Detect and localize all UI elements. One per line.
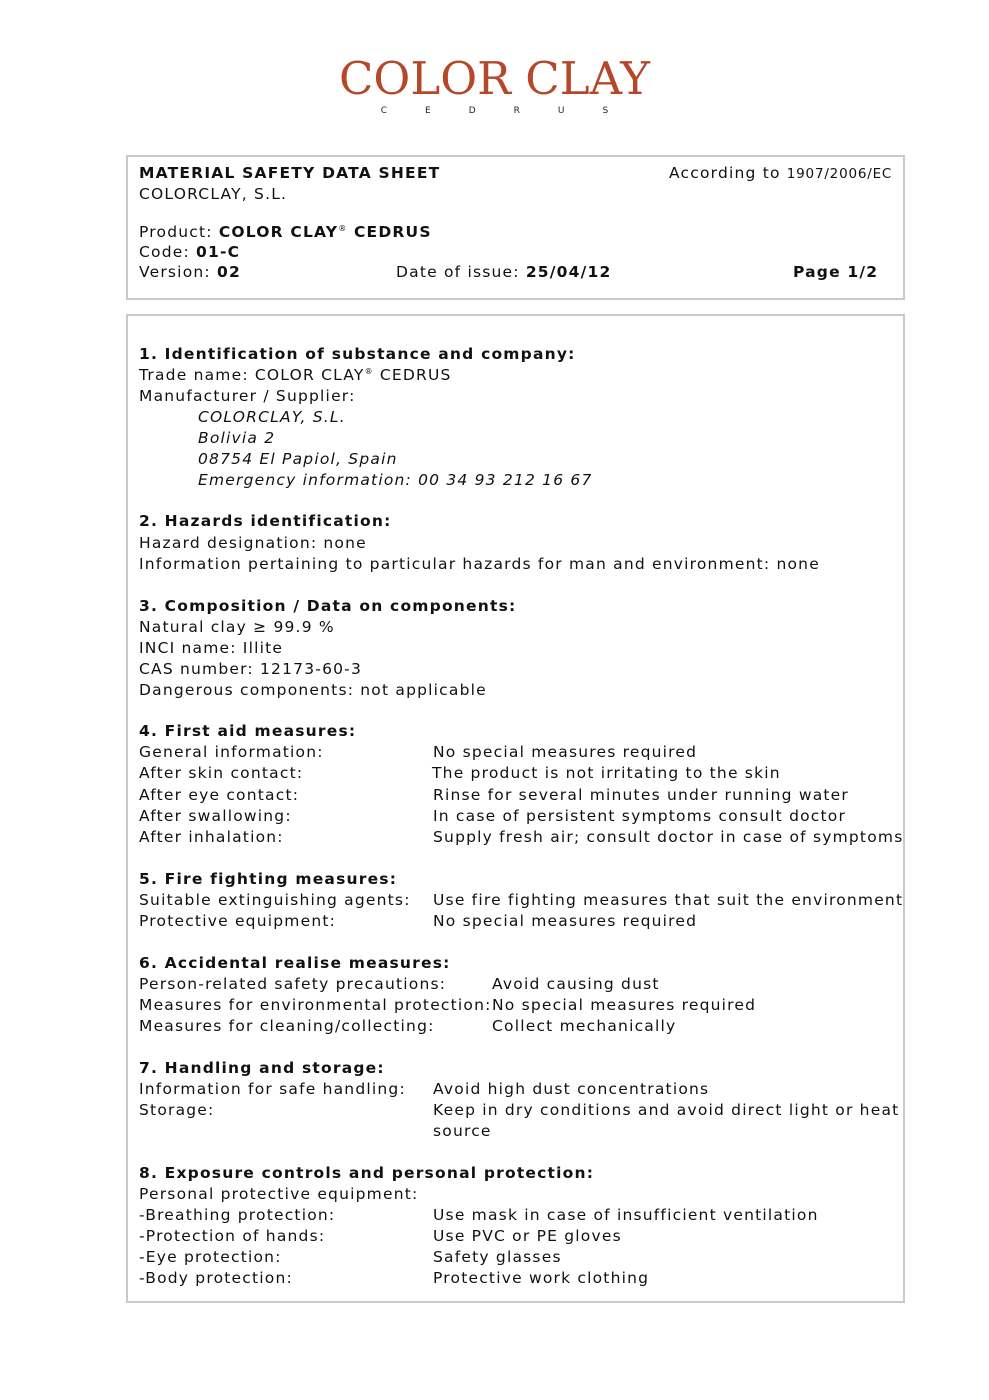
row-value: Avoid causing dust — [492, 975, 660, 993]
date-value: 25/04/12 — [525, 263, 612, 281]
section-2-line: Information pertaining to particular hazards for man and environment: none — [139, 555, 820, 573]
version-line — [139, 262, 241, 282]
version-value: 02 — [216, 263, 241, 281]
according-label: According to — [669, 164, 787, 182]
registered-mark: ® — [364, 366, 374, 376]
section-3-line: Natural clay ≥ 99.9 % — [139, 618, 335, 636]
regulation-reference — [669, 163, 892, 184]
row-value: Safety glasses — [433, 1248, 562, 1266]
logo-wordmark: COLOR CLAY — [339, 52, 650, 105]
product-value: COLOR CLAY — [218, 223, 339, 241]
row-label: After swallowing: — [139, 807, 292, 825]
row-label: Storage: — [139, 1101, 215, 1119]
address-line: Bolivia 2 — [198, 429, 276, 447]
row-value: Protective work clothing — [433, 1269, 650, 1287]
row-label: After skin contact: — [139, 764, 304, 782]
row-label: After eye contact: — [139, 786, 300, 804]
row-label: -Body protection: — [139, 1269, 293, 1287]
section-3-line: Dangerous components: not applicable — [139, 681, 487, 699]
row-value: Use fire fighting measures that suit the environment — [433, 891, 904, 909]
section-1-heading: 1. Identification of substance and company: — [139, 345, 576, 363]
section-2-heading: 2. Hazards identification: — [139, 512, 392, 530]
section-4-heading: 4. First aid measures: — [139, 722, 357, 740]
address-line: 08754 El Papiol, Spain — [198, 450, 398, 468]
registered-mark: ® — [338, 223, 348, 233]
row-value: Use mask in case of insufficient ventilation — [433, 1206, 819, 1224]
row-value: Collect mechanically — [492, 1017, 677, 1035]
row-value-continued: source — [433, 1122, 492, 1140]
section-7-heading: 7. Handling and storage: — [139, 1059, 385, 1077]
code-line — [139, 242, 240, 262]
date-line — [396, 262, 611, 282]
row-value: No special measures required — [433, 743, 698, 761]
row-label: Measures for cleaning/collecting: — [139, 1017, 435, 1035]
section-2-line: Hazard designation: none — [139, 534, 367, 552]
address-line: COLORCLAY, S.L. — [198, 408, 346, 426]
row-value: Rinse for several minutes under running water — [433, 786, 849, 804]
row-label: -Breathing protection: — [139, 1206, 336, 1224]
row-value: Avoid high dust concentrations — [433, 1080, 710, 1098]
document-title: MATERIAL SAFETY DATA SHEET — [139, 164, 441, 182]
row-label: -Eye protection: — [139, 1248, 282, 1266]
row-label: Measures for environmental protection: — [139, 996, 492, 1014]
code-label: Code: — [139, 243, 197, 261]
version-label: Version: — [139, 263, 217, 281]
row-value: The product is not irritating to the skin — [432, 764, 781, 782]
row-label: -Protection of hands: — [139, 1227, 326, 1245]
manufacturer-label: Manufacturer / Supplier: — [139, 387, 356, 405]
brand-logo — [0, 52, 989, 117]
product-label: Product: — [139, 223, 219, 241]
row-value: Keep in dry conditions and avoid direct light or heat — [433, 1101, 900, 1119]
section-8-intro: Personal protective equipment: — [139, 1185, 419, 1203]
trade-name-rest: CEDRUS — [373, 366, 452, 384]
row-value: No special measures required — [433, 912, 698, 930]
trade-name-label: Trade name: COLOR CLAY — [139, 366, 365, 384]
section-3-heading: 3. Composition / Data on components: — [139, 597, 517, 615]
section-8-heading: 8. Exposure controls and personal protection: — [139, 1164, 595, 1182]
row-label: Information for safe handling: — [139, 1080, 406, 1098]
row-label: Person-related safety precautions: — [139, 975, 447, 993]
emergency-information: Emergency information: 00 34 93 212 16 67 — [198, 471, 593, 489]
according-value: 1907/2006/EC — [786, 166, 893, 182]
page-number: Page 1/2 — [793, 263, 879, 281]
section-5-heading: 5. Fire fighting measures: — [139, 870, 398, 888]
row-label: After inhalation: — [139, 828, 284, 846]
row-label: Suitable extinguishing agents: — [139, 891, 411, 909]
row-value: Use PVC or PE gloves — [433, 1227, 622, 1245]
section-6-heading: 6. Accidental realise measures: — [139, 954, 451, 972]
row-value: Supply fresh air; consult doctor in case of symptoms — [433, 828, 904, 846]
row-label: Protective equipment: — [139, 912, 337, 930]
row-value: In case of persistent symptoms consult doctor — [433, 807, 847, 825]
section-3-line: CAS number: 12173-60-3 — [139, 660, 363, 678]
row-label: General information: — [139, 743, 324, 761]
company-name: COLORCLAY, S.L. — [139, 185, 288, 203]
code-value: 01-C — [196, 243, 241, 261]
product-line — [139, 222, 432, 242]
section-3-line: INCI name: Illite — [139, 639, 284, 657]
logo-subtitle: CEDRUS — [380, 106, 647, 116]
trade-name — [139, 365, 452, 385]
date-label: Date of issue: — [396, 263, 526, 281]
product-value-2: CEDRUS — [347, 223, 432, 241]
row-value: No special measures required — [492, 996, 757, 1014]
